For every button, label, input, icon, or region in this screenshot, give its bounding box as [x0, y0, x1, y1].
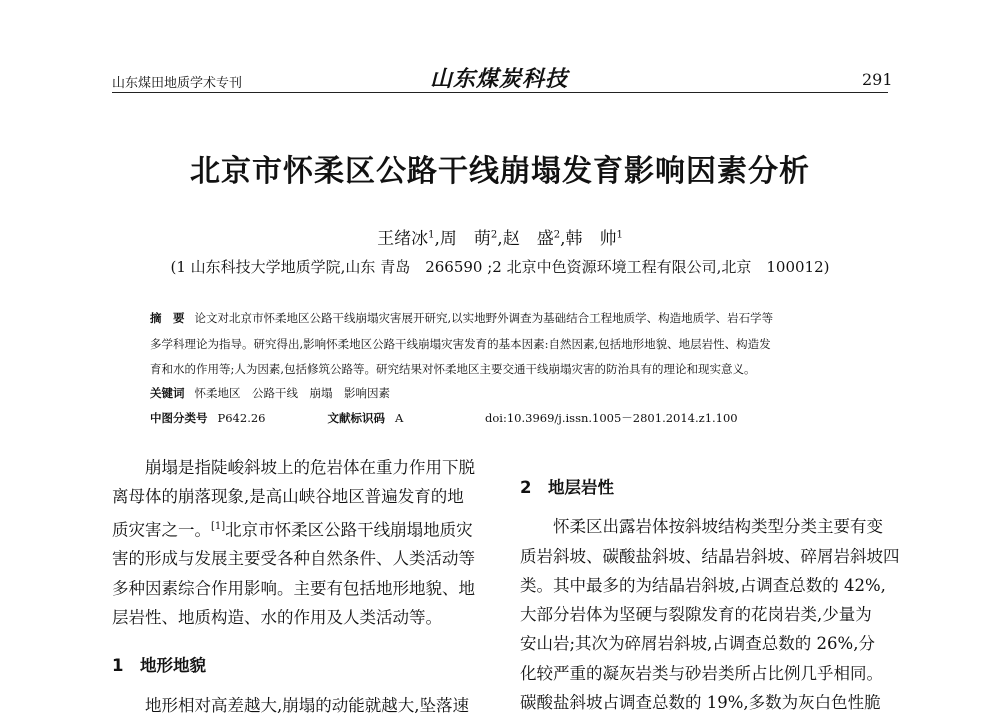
affiliation: (1 山东科技大学地质学院,山东 青岛 266590 ;2 北京中色资源环境工程有限公司,北京 100012) [170, 258, 830, 276]
body-line: 怀柔区出露岩体按斜坡结构类型分类主要有变 [553, 517, 883, 537]
header-rule [112, 92, 888, 93]
abstract-line: 育和水的作用等;人为因素,包括修筑公路等。研究结果对怀柔地区主要交通干线崩塌灾害的防治具有的理论和现实意义。 [150, 362, 756, 376]
journal-series: 山东煤田地质学术专刊 [112, 76, 243, 91]
doi: doi:10.3969/j.issn.1005－2801.2014.z1.100 [485, 411, 738, 425]
section-heading: 1 地形地貌 [112, 656, 206, 676]
body-line: 害的形成与发展主要受各种自然条件、人类活动等 [112, 549, 475, 569]
paper-title: 北京市怀柔区公路干线崩塌发育影响因素分析 [190, 154, 810, 189]
body-line: 化较严重的凝灰岩类与砂岩类所占比例几乎相同。 [520, 663, 883, 683]
author: 赵 盛 [502, 229, 554, 249]
author-affil-mark: 2 [553, 229, 561, 241]
body-line: 崩塌是指陡峻斜坡上的危岩体在重力作用下脱 [145, 458, 475, 477]
keywords-label: 关键词 [150, 386, 185, 400]
author-affil-mark: 1 [428, 229, 435, 241]
body-line: 质岩斜坡、碳酸盐斜坡、结晶岩斜坡、碎屑岩斜坡四 [520, 546, 900, 566]
page-number: 291 [862, 70, 893, 89]
abstract-text: 论文对北京市怀柔地区公路干线崩塌灾害展开研究,以实地野外调查为基础结合工程地质学、构造地质学、岩石学等 [194, 311, 774, 325]
author-affil-mark: 1 [616, 229, 623, 241]
citation: [1] [211, 520, 226, 532]
left-column [112, 453, 475, 714]
abstract-line: 多学科理论为指导。研究得出,影响怀柔地区公路干线崩塌灾害发育的基本因素:自然因素,包括地形地貌、地层岩性、构造发 [150, 337, 771, 351]
author: 韩 帅 [565, 229, 617, 249]
journal-logo: 山东煤炭科技 [430, 66, 569, 92]
class-value: P642.26 [217, 411, 266, 425]
right-column [520, 473, 900, 714]
keywords-value: 怀柔地区 公路干线 崩塌 影响因素 [194, 386, 390, 400]
abstract-line [150, 310, 773, 326]
body-line: 大部分岩体为坚硬与裂隙发育的花岗岩类,少量为 [520, 605, 872, 625]
body-line: 多种因素综合作用影响。主要有包括地形地貌、地 [112, 578, 475, 598]
author: 周 萌 [439, 229, 491, 249]
body-line: 安山岩;其次为碎屑岩斜坡,占调查总数的 26%,分 [520, 634, 875, 654]
doc-code-label: 文献标识码 [327, 411, 385, 425]
body-line: 层岩性、地质构造、水的作用及人类活动等。 [112, 607, 442, 627]
abstract-label: 摘 要 [150, 311, 185, 325]
body-line: 碳酸盐斜坡占调查总数的 19%,多数为灰白色性脆 [520, 693, 881, 713]
class-label: 中图分类号 [150, 411, 208, 425]
body-text: 北京市怀柔区公路干线崩塌地质灾 [225, 520, 473, 540]
body-line [112, 512, 475, 545]
body-line: 地形相对高差越大,崩塌的动能就越大,坠落速 [145, 695, 469, 714]
body-text: 质灾害之一。 [112, 520, 211, 540]
keywords [150, 385, 390, 401]
section-heading: 2 地层岩性 [520, 478, 614, 497]
author: 王绪冰 [377, 229, 429, 249]
classification [150, 410, 738, 426]
author-affil-mark: 2 [490, 229, 498, 241]
authors: 王绪冰$^1$,周 萌$^2$,赵 盛$^2$,韩 帅$^1$ [377, 229, 623, 249]
body-line: 离母体的崩落现象,是高山峡谷地区普遍发育的地 [112, 487, 464, 507]
doc-code: A [395, 411, 404, 425]
body-line: 类。其中最多的为结晶岩斜坡,占调查总数的 42%, [520, 575, 886, 595]
